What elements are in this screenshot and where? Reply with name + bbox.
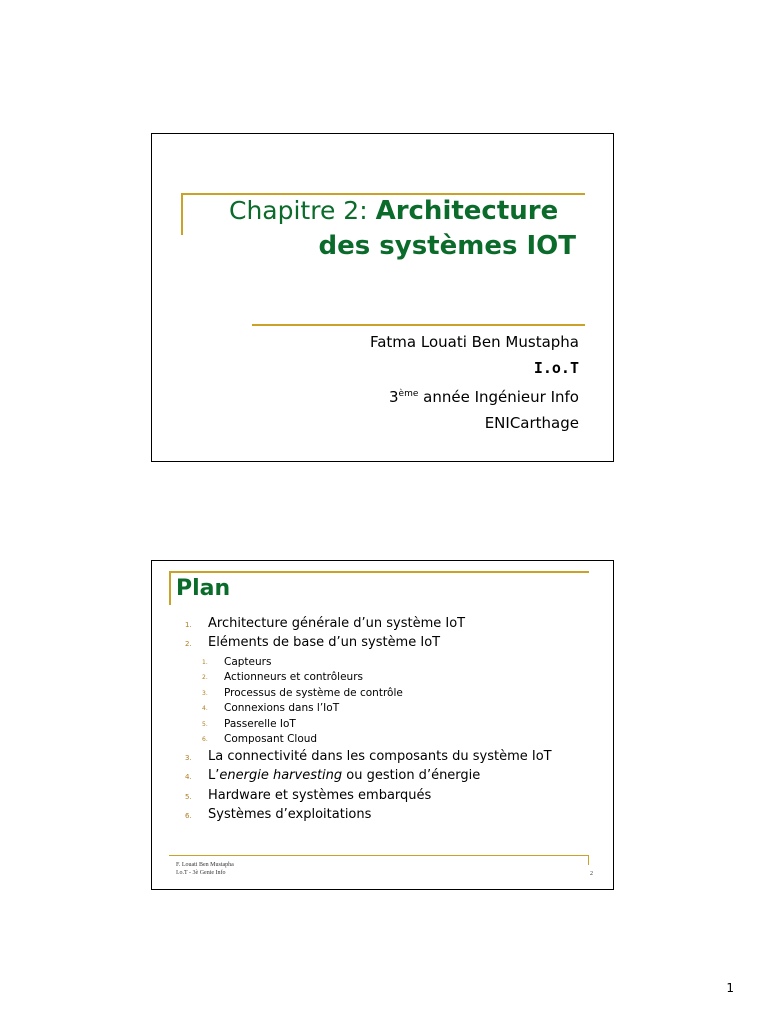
school-name: ENICarthage [484,414,579,432]
author-name: Fatma Louati Ben Mustapha [369,333,579,351]
item-label: Hardware et systèmes embarqués [208,788,432,803]
title-rule-horizontal [181,193,585,195]
course-name: I.o.T [533,359,579,377]
item-number: 2. [185,640,192,648]
sub-item-label: Connexions dans l’IoT [224,702,340,714]
author-block [370,329,579,436]
sub-item-3 [202,687,403,699]
item-number: 1. [185,621,192,629]
item-number: 6. [185,812,192,820]
plan-rule-vertical [169,571,171,605]
plan-item-6 [185,807,372,822]
item-number: 3. [185,754,192,762]
item-label: Systèmes d’exploitations [208,807,372,822]
slide-number: 2 [590,871,593,877]
item-label-suffix: ou gestion d’énergie [342,768,481,783]
level-line [370,381,579,410]
title-rule-vertical [181,193,183,235]
level-sup: ème [398,389,419,399]
plan-slide [151,560,614,890]
sub-item-2 [202,671,363,683]
plan-title: Plan [176,576,231,601]
item-label-italic: energie harvesting [219,768,343,783]
sub-item-number: 2. [202,674,208,681]
sub-item-number: 6. [202,736,208,743]
item-number: 5. [185,793,192,801]
author-rule [252,324,585,326]
plan-rule-horizontal [169,571,589,573]
slide-title-line2: des systèmes IOT [318,231,576,261]
title-slide [151,133,614,462]
plan-item-3 [185,749,552,764]
sub-item-6 [202,733,318,745]
sub-item-label: Processus de système de contrôle [224,687,403,699]
slide-title-line1 [229,196,558,226]
sub-item-label: Capteurs [224,656,272,668]
level-rest: année Ingénieur Info [418,388,579,406]
sub-item-number: 3. [202,690,208,697]
sub-item-number: 5. [202,721,208,728]
item-label: La connectivité dans les composants du système IoT [208,749,552,764]
page-number: 1 [726,981,734,995]
title-bold: Architecture [375,196,559,226]
sub-item-1 [202,656,272,668]
footer-rule-vertical [588,855,589,865]
footer-author: F. Louati Ben Mustapha [176,862,234,868]
sub-item-label: Actionneurs et contrôleurs [224,671,363,683]
slide-footer [176,861,234,877]
plan-item-2 [185,635,441,650]
sub-item-5 [202,718,296,730]
footer-rule [169,855,589,856]
footer-course: I.o.T - 3è Genie Info [176,870,226,876]
sub-item-label: Composant Cloud [224,733,318,745]
plan-item-5 [185,788,432,803]
sub-item-number: 4. [202,705,208,712]
item-label: Eléments de base d’un système IoT [208,635,441,650]
sub-item-4 [202,702,340,714]
item-label: Architecture générale d’un système IoT [208,616,466,631]
plan-item-4 [185,768,481,783]
plan-item-1 [185,616,466,631]
item-number: 4. [185,773,192,781]
sub-item-label: Passerelle IoT [224,718,296,730]
title-prefix: Chapitre 2: [229,196,376,225]
sub-item-number: 1. [202,659,208,666]
item-label-prefix: L’ [208,768,220,783]
level-num: 3 [388,388,399,406]
